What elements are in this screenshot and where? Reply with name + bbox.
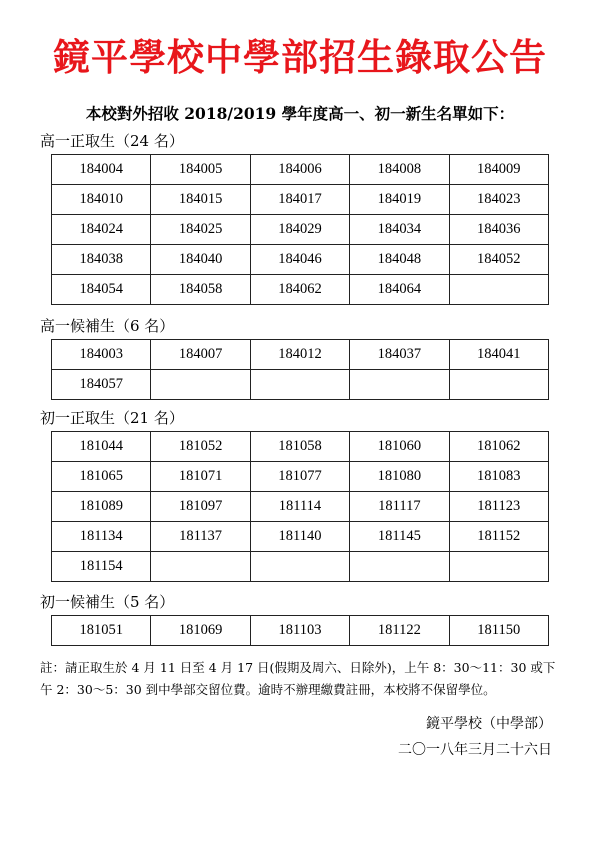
table-row (52, 155, 549, 185)
student-number-cell: 184009 (449, 155, 548, 185)
table-row (52, 522, 549, 552)
student-number-cell: 184036 (449, 215, 548, 245)
student-number-cell: 184017 (250, 185, 349, 215)
student-number-cell: 181122 (350, 616, 449, 646)
student-number-cell: 181069 (151, 616, 250, 646)
student-number-cell: 181071 (151, 462, 250, 492)
payment-note: 註：請正取生於 4 月 11 日至 4 月 17 日(假期及周六、日除外)，上午 8：30～11：30 或下午 2：30～5：30 到中學部交留位費。逾時不辦理繳費註冊，本校將不保留學位。 (40, 660, 556, 697)
table-row (52, 185, 549, 215)
empty-cell (151, 370, 250, 400)
junior-waitlist-table (51, 615, 549, 646)
student-number-cell: 181065 (52, 462, 151, 492)
empty-cell (350, 370, 449, 400)
section-label-senior-admitted: 高一正取生（24 名） (40, 132, 184, 150)
section-label-senior-waitlist: 高一候補生（6 名） (40, 317, 175, 335)
student-number-cell: 184041 (449, 340, 548, 370)
student-number-cell: 184040 (151, 245, 250, 275)
table-row (52, 340, 549, 370)
student-number-cell: 184007 (151, 340, 250, 370)
student-number-cell: 184010 (52, 185, 151, 215)
student-number-cell: 184004 (52, 155, 151, 185)
section-label-junior-admitted: 初一正取生（21 名） (40, 409, 184, 427)
student-number-cell: 181137 (151, 522, 250, 552)
student-number-cell: 181097 (151, 492, 250, 522)
student-number-cell: 181117 (350, 492, 449, 522)
student-number-cell: 181089 (52, 492, 151, 522)
student-number-cell: 184006 (250, 155, 349, 185)
table-row (52, 492, 549, 522)
student-number-cell: 181062 (449, 432, 548, 462)
senior-admitted-table (51, 154, 549, 305)
section-label-junior-waitlist: 初一候補生（5 名） (40, 593, 175, 611)
student-number-cell: 181150 (449, 616, 548, 646)
student-number-cell: 184052 (449, 245, 548, 275)
empty-cell (350, 552, 449, 582)
student-number-cell: 184008 (350, 155, 449, 185)
student-number-cell: 184048 (350, 245, 449, 275)
intro-text: 本校對外招收 2018/2019 學年度高一、初一新生名單如下： (85, 104, 515, 123)
student-number-cell: 184024 (52, 215, 151, 245)
student-number-cell: 184012 (250, 340, 349, 370)
student-number-cell: 184037 (350, 340, 449, 370)
student-number-cell: 184046 (250, 245, 349, 275)
student-number-cell: 181152 (449, 522, 548, 552)
student-number-cell: 184015 (151, 185, 250, 215)
table-row (52, 616, 549, 646)
student-number-cell: 184038 (52, 245, 151, 275)
table-row (52, 552, 549, 582)
student-number-cell: 181154 (52, 552, 151, 582)
empty-cell (250, 552, 349, 582)
empty-cell (449, 370, 548, 400)
table-row (52, 370, 549, 400)
student-number-cell: 181103 (250, 616, 349, 646)
student-number-cell: 181044 (52, 432, 151, 462)
table-row (52, 275, 549, 305)
student-number-cell: 184025 (151, 215, 250, 245)
table-row (52, 432, 549, 462)
student-number-cell: 184034 (350, 215, 449, 245)
empty-cell (449, 552, 548, 582)
student-number-cell: 184054 (52, 275, 151, 305)
signature-date: 二〇一八年三月二十六日 (398, 742, 552, 758)
student-number-cell: 184064 (350, 275, 449, 305)
student-number-cell: 184057 (52, 370, 151, 400)
empty-cell (151, 552, 250, 582)
junior-admitted-table (51, 431, 549, 582)
student-number-cell: 184005 (151, 155, 250, 185)
signature-school: 鏡平學校（中學部） (426, 716, 552, 732)
student-number-cell: 184062 (250, 275, 349, 305)
student-number-cell: 181134 (52, 522, 151, 552)
student-number-cell: 181051 (52, 616, 151, 646)
student-number-cell: 181077 (250, 462, 349, 492)
table-row (52, 215, 549, 245)
table-row (52, 245, 549, 275)
student-number-cell: 181080 (350, 462, 449, 492)
table-row (52, 462, 549, 492)
student-number-cell: 184023 (449, 185, 548, 215)
student-number-cell: 184029 (250, 215, 349, 245)
student-number-cell: 181140 (250, 522, 349, 552)
student-number-cell: 184003 (52, 340, 151, 370)
student-number-cell: 181058 (250, 432, 349, 462)
student-number-cell: 184058 (151, 275, 250, 305)
student-number-cell: 181060 (350, 432, 449, 462)
student-number-cell: 181114 (250, 492, 349, 522)
empty-cell (250, 370, 349, 400)
senior-waitlist-table (51, 339, 549, 400)
student-number-cell: 181145 (350, 522, 449, 552)
student-number-cell: 181052 (151, 432, 250, 462)
student-number-cell: 184019 (350, 185, 449, 215)
student-number-cell: 181123 (449, 492, 548, 522)
notice-title: 鏡平學校中學部招生錄取公告 (53, 36, 547, 79)
empty-cell (449, 275, 548, 305)
student-number-cell: 181083 (449, 462, 548, 492)
